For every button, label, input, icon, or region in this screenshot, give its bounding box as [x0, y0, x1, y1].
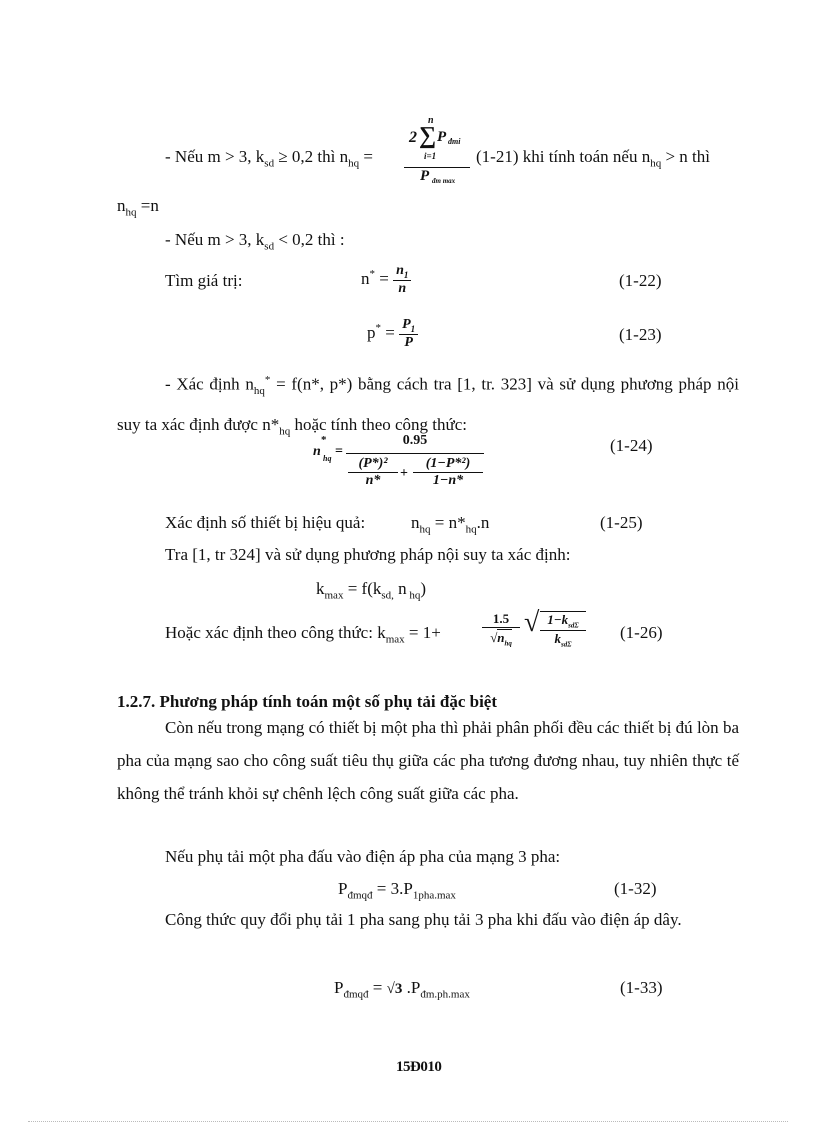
eq-1-22: n* = $\frac{n_1}{n}$	[361, 263, 411, 297]
eq-1-21-fraction: n 2 ∑ P đmi i=1 P đm max	[404, 115, 470, 188]
eq-1-25-expr: $n_{hq} = n*_{hq}.n$	[411, 513, 490, 536]
eq-1-22-code: (1-22)	[619, 271, 662, 290]
eq-1-21-after: (1-21) khi tính toán nếu $n_{hq} > n$ thì	[476, 147, 711, 170]
kmax-function: $k_{max} = f(k_{sd,}$ n $_{hq}$)	[316, 579, 427, 602]
section-paragraph-3: Công thức quy đổi phụ tải 1 pha sang phụ tải 3 pha khi đấu vào điện áp dây.	[165, 910, 682, 929]
eq-1-25-code: (1-25)	[600, 513, 643, 532]
eq-1-26-label: Hoặc xác định theo công thức: $k_{max} = 1+$	[165, 623, 441, 646]
eq-1-33-code: (1-33)	[620, 978, 663, 997]
eq-1-25-line: Xác định số thiết bị hiệu quả:	[165, 513, 366, 532]
eq-1-33: $P_{đmqđ} = √3$ $.P_{đm.ph.max}$	[334, 978, 470, 1001]
section-paragraph-2: Nếu phụ tải một pha đấu vào điện áp pha của mạng 3 pha:	[165, 847, 561, 866]
footer-dotted-rule	[28, 1121, 788, 1122]
line-tra: Tra [1, tr 324] và sử dụng phương pháp nội suy ta xác định:	[165, 545, 571, 564]
eq-1-21-line: - Nếu m > 3, $k_{sd} \ge 0,2$ thì $n_{hq}$ =	[165, 147, 373, 170]
eq-1-23: p* = $\frac{P_1}{P}$	[367, 317, 418, 351]
line-nhq-n: $n_{hq} =n$	[117, 196, 159, 219]
eq-1-22-label: Tìm giá trị:	[165, 271, 243, 290]
section-heading: 1.2.7. Phương pháp tính toán một số phụ tải đặc biệt	[117, 692, 498, 711]
paragraph-nhq-star: - Xác định $n_{hq}^* = f(n*$, p*) bằng cách tra [1, tr. 323] và sử dụng phương pháp nội suy ta xác định được $n*_{hq}$ hoặc tính theo công thức:	[117, 374, 739, 438]
eq-1-26-code: (1-26)	[620, 623, 663, 642]
eq-1-23-code: (1-23)	[619, 325, 662, 344]
sigma-symbol: ∑	[419, 123, 437, 149]
eq-1-24-code: (1-24)	[610, 436, 653, 455]
eq-1-32-code: (1-32)	[614, 879, 657, 898]
page-footer-mark: 15Đ010	[396, 1059, 442, 1075]
line-m-ksd-lt: - Nếu m > 3, $k_{sd} < 0,2$ thì :	[165, 230, 345, 253]
section-paragraph-1: Còn nếu trong mạng có thiết bị một pha thì phải phân phối đều các thiết bị đú lòn ba pha của mạng sao cho công suất tiêu thụ giữa các pha tương đương nhau, tuy nhiên thực tế không thể tránh khỏi sự chênh lệch công suất giữa các pha.	[117, 718, 739, 803]
eq-1-32: $P_{đmqđ} = 3.P_{1pha.max}$	[338, 879, 456, 902]
